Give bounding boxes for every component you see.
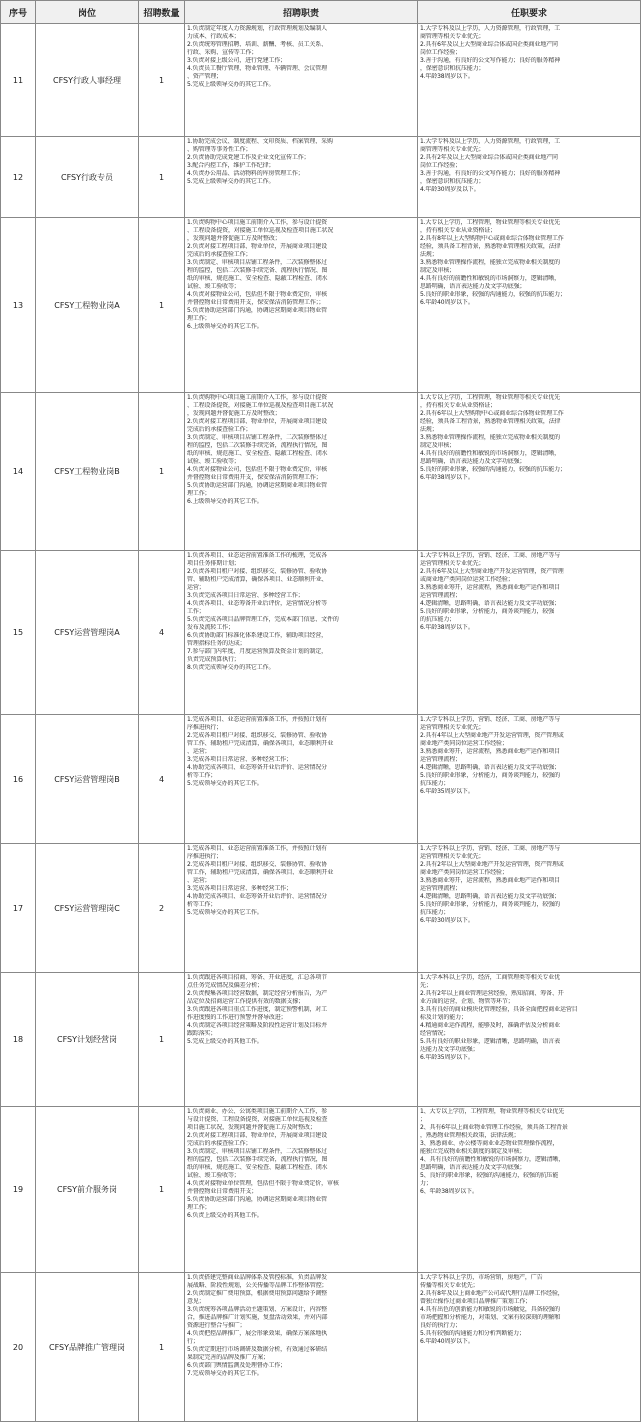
requirement-line: 运营管理流程； <box>420 592 461 599</box>
requirement-line: 3.熟悉商业筹开，运营流程，熟悉商业地产运作和项目 <box>420 748 560 755</box>
requirement-line: 1.大专以上学历，工程管理，物业管理等相关专业优先 <box>420 219 560 226</box>
requirement-line: 2.具有6年及以上大型商业综合体或国企类商业地产同 <box>420 41 558 48</box>
duty-line: 合，推进品牌推广计划实施，复盘活动效果，并对内部 <box>187 1314 328 1321</box>
duty-line: 、工程设备提资，对接施工单位巡视及检查项目施工状况 <box>187 227 334 234</box>
duty-line: 纸的审核、规范施工、安全检查、隐蔽工程检查、闭水 <box>187 1164 328 1171</box>
duty-line: 行政、采购、宣传等工作； <box>187 49 258 56</box>
table-row <box>1 1107 641 1273</box>
duty-line: 2.负责各项目租户对接、组织移交、装修协管、验收协 <box>187 568 327 575</box>
duties-cell <box>185 715 418 844</box>
duty-line: 发布及流转工作； <box>187 624 234 631</box>
duty-line: 2.负责统筹管理招聘、培训、薪酬、考核、员工关系、 <box>187 41 327 48</box>
requirement-line: 2.具有2年以上大型商业地产开发运营管理，资产管理或 <box>420 861 564 868</box>
duty-line: 1.负责搭建完整商业品牌体系及管控标准，负责品牌发 <box>187 1274 327 1281</box>
requirements-cell <box>418 715 641 844</box>
requirement-line: 6.年龄38周岁以下。 <box>420 624 474 631</box>
requirement-line: 1.大学专科及以上学历，人力资源管理，行政管理，工 <box>420 25 560 32</box>
table-row <box>1 715 641 844</box>
duty-line: 理工作； <box>187 1204 211 1211</box>
requirement-line: 2.具有2年以上商业管理运营经验，熟知招商、筹备、开 <box>420 990 564 997</box>
duty-line: 5.负责协助运营部门沟通，协调运营期商业项目物业管 <box>187 307 327 314</box>
duty-line: 2.完成各项目租户对接、组织移交、装修协管、验收协 <box>187 861 327 868</box>
requirement-line: 3.熟悉商业筹开，运营流程，熟悉商业地产运作和项目 <box>420 584 560 591</box>
headcount: 1 <box>139 218 185 393</box>
requirement-line: 2.具有2年及以上大型商业综合体或国企类商业地产同 <box>420 154 558 161</box>
duty-line: 、购管理等事务性工作； <box>187 146 252 153</box>
table-body <box>1 24 641 1422</box>
requirement-line: 标及计划的能力； <box>420 1014 467 1021</box>
requirement-line: 商业地产类同岗位运营工作经验； <box>420 740 508 747</box>
requirement-line: 1.大专以上学历，工程管理，物业管理等相关专业优先 <box>420 394 560 401</box>
row-number: 15 <box>1 551 36 715</box>
requirement-line: 4.具有良好的前瞻性和敏锐的市场洞察力，逻辑清晰， <box>420 450 560 457</box>
requirement-line: 力； <box>420 1180 432 1187</box>
duty-line: 5.完成领导交办的其它工作。 <box>187 909 263 916</box>
duty-line: 析等工作； <box>187 772 217 779</box>
duty-line: 序推进执行； <box>187 724 223 731</box>
requirement-line: ，持有相关专业从业资格证； <box>420 227 497 234</box>
position-title: CFSY行政人事经理 <box>36 24 139 137</box>
table-row <box>1 393 641 551</box>
duty-line: 2.负责对接工程项目部、物业单位，开展商业项目建设 <box>187 418 327 425</box>
requirement-line: 达能力及文字功底强； <box>420 1046 479 1053</box>
duties-cell <box>185 393 418 551</box>
duty-line: 1.完成各项目、业态运营前置准备工作，并按照计划有 <box>187 716 327 723</box>
requirement-line: 6.年龄30周岁以下。 <box>420 917 474 924</box>
requirement-line: 6.年龄38周岁以下。 <box>420 474 474 481</box>
requirement-line: 运营管理相关专业优先； <box>420 853 485 860</box>
duty-line: 管工作、辅助租户完成清算，确保各项目，业态顺利开业 <box>187 740 334 747</box>
duty-line: 3.负责统筹各项品牌活动主题策划、方案设计，内容整 <box>187 1306 327 1313</box>
requirement-line: ，持有相关专业从业资格证； <box>420 402 497 409</box>
requirement-line: 传播等相关专业优先； <box>420 1282 479 1289</box>
header-duties: 招聘职责 <box>185 1 418 24</box>
table-row <box>1 137 641 218</box>
header-count: 招聘数量 <box>139 1 185 24</box>
requirements-cell <box>418 24 641 137</box>
duty-line: 管理指标任务的达成； <box>187 640 246 647</box>
requirement-line: 法规； <box>420 426 438 433</box>
duty-line: 5.负责协助运营部门沟通，协调运营期商业项目物业管 <box>187 1196 327 1203</box>
headcount: 1 <box>139 393 185 551</box>
requirement-line: 1.大学专科以上学历，营销、经济、工商、房地产等与 <box>420 845 560 852</box>
duties-cell <box>185 137 418 218</box>
table-row <box>1 218 641 393</box>
requirement-line: 3.熟悉物业管理操作流程，能独立完成物业相关制度的 <box>420 259 560 266</box>
requirement-line: 4.年龄38周岁以下。 <box>420 73 474 80</box>
duty-line: 4.负责对接物业单位管理，包括但不限于物业费定价，审核 <box>187 1180 339 1187</box>
headcount: 2 <box>139 844 185 973</box>
requirement-line: 抗压能力； <box>420 780 450 787</box>
header-no: 序号 <box>1 1 36 24</box>
row-number: 19 <box>1 1107 36 1273</box>
requirements-cell <box>418 137 641 218</box>
position-title: CFSY运营管理岗A <box>36 551 139 715</box>
duty-line: 与设计提资、工程设备提资，对接施工单位巡视及检查 <box>187 1116 328 1123</box>
requirement-line: 5.具有较强的沟通能力和分析判断能力； <box>420 1330 525 1337</box>
row-number: 16 <box>1 715 36 844</box>
duty-line: 点任务完成情况及偏差分析； <box>187 982 264 989</box>
duty-line: 理工作； <box>187 315 211 322</box>
duty-line: 6.负责部门舆情监测及处理督办工作； <box>187 1362 287 1369</box>
duty-line: 程的监控，包括二次装修手续完备、流程执行情况、图 <box>187 267 328 274</box>
requirement-line: 2.具有4年以上大型商业地产开发运营管理，资产管理或 <box>420 732 564 739</box>
requirement-line: 运营管理流程； <box>420 756 461 763</box>
duty-line: 1.负责商业、办公、公寓类项目施工前期介入工作，参 <box>187 1108 327 1115</box>
table-row <box>1 24 641 137</box>
duties-cell <box>185 1107 418 1273</box>
duty-line: 程的监控，包括二次装修手续完备，流程执行情况，图 <box>187 442 328 449</box>
duty-line: 、运营； <box>187 748 211 755</box>
duties-cell <box>185 844 418 973</box>
requirement-line: 制定及审核； <box>420 267 456 274</box>
duty-line: 6.上级领导交办的其它工作。 <box>187 323 263 330</box>
requirement-line: 商业地产类同岗位运营工作经验； <box>420 869 508 876</box>
requirement-line: 4.逻辑清晰，思路明确，语言表达能力及文字功底强； <box>420 893 560 900</box>
requirement-line: 6.年龄35周岁以下。 <box>420 788 474 795</box>
duty-line: 3.完成各项目日常运营、多种经营工作； <box>187 885 292 892</box>
requirement-line: 抗压能力； <box>420 909 450 916</box>
duty-line: 试验、竣工验收等； <box>187 283 240 290</box>
requirement-line: 2、具有6年以上商业物业管理工作经验，须具备工程背景 <box>420 1124 568 1131</box>
requirement-line: 5.良好的职业形象，分析能力，商务谈判能力，较强的 <box>420 901 560 908</box>
requirement-line: 经验，须具备工程背景，熟悉物业管理相关政策，法律 <box>420 243 561 250</box>
position-title: CFSY品牌推广管理岗 <box>36 1273 139 1422</box>
duty-line: 2.负责对接工程项目部、物业单位，开展商业项目建设 <box>187 1132 327 1139</box>
row-number: 12 <box>1 137 36 218</box>
duty-line: 纸的审核、规范施工、安全检查、隐蔽工程检查、闭水 <box>187 450 328 457</box>
duty-line: 4.负责各项目、业态筹备开业后评价，运营情况分析等 <box>187 600 327 607</box>
requirement-line: 1.大学本科以上学历，经济，工商管理类等相关专业优 <box>420 974 560 981</box>
requirement-line: ； <box>420 1116 426 1123</box>
duty-line: 5.完成上级交办的其他工作。 <box>187 1038 263 1045</box>
duties-cell <box>185 24 418 137</box>
requirement-line: 经验，须具备工程背景，熟悉物业管理相关政策，法律 <box>420 418 561 425</box>
duties-cell <box>185 551 418 715</box>
position-title: CFSY计划经营岗 <box>36 973 139 1107</box>
duty-line: 1.负责购物中心项目施工前期介入工作，参与设计提资 <box>187 219 327 226</box>
requirement-line: 3.熟悉物业管理操作流程，能独立完成物业相关制度的 <box>420 434 560 441</box>
requirement-line: 或商业地产类同岗位运营工作经验； <box>420 576 514 583</box>
requirement-line: 3、熟悉商业、办公楼等商业业态物业管理操作流程， <box>420 1140 559 1147</box>
duty-line: 4.协助完成各项目、业态筹备开业后评价、运营情况分 <box>187 893 327 900</box>
duty-line: 纸的审核、规范施工、安全检查、隐蔽工程检查、闭水 <box>187 275 328 282</box>
duty-line: 并督控物业日常费用开支，保安保洁消防管理工作； <box>187 474 322 481</box>
duty-line: 、运营； <box>187 877 211 884</box>
requirement-line: 4、具有良好的前瞻性和敏锐的市场洞察力，逻辑清晰， <box>420 1156 565 1163</box>
position-title: CFSY行政专员 <box>36 137 139 218</box>
headcount: 1 <box>139 1107 185 1273</box>
headcount: 1 <box>139 973 185 1107</box>
requirement-line: 3.善于沟通，有良好的公文写作能力；良好的服务精神 <box>420 170 560 177</box>
duty-line: 3.负责完成各项目日常运营、多种经营工作； <box>187 592 304 599</box>
duty-line: 3.负责制定、审核项目店铺工程条件，二次装修整体过 <box>187 259 327 266</box>
duty-line: 品定位及招商运营工作提供有效的数据支撑； <box>187 998 305 1005</box>
duty-line: 6.负责协助部门标准化体系建设工作，辅助项目经营， <box>187 632 327 639</box>
requirement-line: 制定及审核； <box>420 442 456 449</box>
requirement-line: 先； <box>420 982 432 989</box>
requirement-line: 5.良好的职业形象，分析能力，商务谈判能力，较强的 <box>420 772 560 779</box>
row-number: 13 <box>1 218 36 393</box>
requirement-line: 思路明确，语言表达能力及文字功底强； <box>420 1164 526 1171</box>
duty-line: 试验、竣工验收等； <box>187 458 240 465</box>
requirement-line: 思路明确，语言表达能力及文字功底强； <box>420 283 526 290</box>
duty-line: 意见； <box>187 1298 205 1305</box>
requirement-line: ，熟悉物业管理相关政策，法律法规； <box>420 1132 520 1139</box>
duty-line: 力成本、行政成本； <box>187 33 240 40</box>
requirement-line: 1.大学专科以上学历，营销、经济、工商、房地产等与 <box>420 552 560 559</box>
duty-line: ，发现问题并督促施工方及时整改； <box>187 410 281 417</box>
requirements-cell <box>418 218 641 393</box>
requirement-line: 良好的执行力； <box>420 1322 461 1329</box>
duty-line: 4.负责把控品牌推广，展会形象效果，确保方案落地执 <box>187 1330 327 1337</box>
row-number: 18 <box>1 973 36 1107</box>
position-title: CFSY运营管理岗B <box>36 715 139 844</box>
requirement-line: 运营管理流程； <box>420 885 461 892</box>
headcount: 4 <box>139 715 185 844</box>
requirement-line: 1.大学专科以上学历，营销、经济、工商、房地产等与 <box>420 716 560 723</box>
headcount: 1 <box>139 1273 185 1422</box>
table-row <box>1 551 641 715</box>
requirement-line: 能独立完成物业相关制度的制定及审核； <box>420 1148 526 1155</box>
requirement-line: 6.年龄35周岁以下。 <box>420 1054 474 1061</box>
duty-line: 完成后的承接查验工作； <box>187 251 252 258</box>
requirement-line: 4.逻辑清晰，思路明确，语言表达能力及文字功底强； <box>420 764 560 771</box>
table-row <box>1 1273 641 1422</box>
requirement-line: 5、良好的职业形象，较强的沟通能力，较强的抗压能 <box>420 1172 559 1179</box>
requirement-line: 2.具有6年及以上大型商业地产开发运营管理，资产管理 <box>420 568 564 575</box>
requirement-line: 6.年龄40周岁以下。 <box>420 299 474 306</box>
requirement-line: 5.良好的职业形象，分析能力，商务谈判能力，较强 <box>420 608 555 615</box>
duty-line: 2.负责搜集各项目经营数据，制定经营分析报告，为产 <box>187 990 327 997</box>
duty-line: 7.完成领导交办的其它工作。 <box>187 1370 263 1377</box>
requirement-line: 3.善于沟通，有良好的公文写作能力；良好的服务精神 <box>420 57 560 64</box>
requirement-line: 市场把握和分析能力，对策划、文案有较深刻的理解和 <box>420 1314 561 1321</box>
headcount: 1 <box>139 137 185 218</box>
header-row <box>1 1 641 24</box>
duty-line: 1.负责跟进各项目招商、筹备、开业进度，汇总各项节 <box>187 974 327 981</box>
requirements-cell <box>418 1273 641 1422</box>
requirement-line: 3.具有良好的商业模块化管理经验，具备全面把控商业运营目 <box>420 1006 578 1013</box>
requirement-line: 商管理等相关专业优先； <box>420 146 485 153</box>
duty-line: 试验、竣工验收等； <box>187 1172 240 1179</box>
duty-line: 5.完成上级领导交办的其它工作。 <box>187 178 275 185</box>
duty-line: 序推进执行； <box>187 853 223 860</box>
duty-line: 1.负责制定年度人力资源规划，行政管理规划及编制人 <box>187 25 327 32</box>
requirement-line: 运营管理相关专业优先； <box>420 724 485 731</box>
duty-line: 4.负责制定各项目经营策略及阶段性运营计划及目标并 <box>187 1022 327 1029</box>
duty-line: 4.协助完成各项目、业态筹备开业后评价、运营情况分 <box>187 764 327 771</box>
requirement-line: 4.精通商业运作流程，能够及时，准确评估及分析商业 <box>420 1022 560 1029</box>
requirement-line: 1.大学专科及以上学历，人力资源管理，行政管理，工 <box>420 138 560 145</box>
requirement-line: 1.大学专科以上学历，市场营销，房地产，广告 <box>420 1274 543 1281</box>
duty-line: 、资产管理； <box>187 73 223 80</box>
row-number: 20 <box>1 1273 36 1422</box>
duty-line: 3.负责对接上级公司，进行党建工作； <box>187 57 287 64</box>
duty-line: 2.负责协助完成党建工作及企业文化宣传工作； <box>187 154 310 161</box>
requirement-line: 岗位工作经验； <box>420 49 461 56</box>
duties-cell <box>185 973 418 1107</box>
position-title: CFSY前介服务岗 <box>36 1107 139 1273</box>
duty-line: 4.负责对接物业公司，包括但不限于物业费定价，审核 <box>187 291 327 298</box>
duty-line: 4.负责办公用品、活动物料的库房管理工作； <box>187 170 304 177</box>
duty-line: 5.负责完成各项目品牌管理工作，完成本部门信息、文件的 <box>187 616 339 623</box>
duty-line: 3.负责制定、审核项目店铺工程条件，二次装修整体过 <box>187 434 327 441</box>
requirement-line: 的抗压能力； <box>420 616 456 623</box>
duty-line: 7.参与部门内年度、月度运营预算及资金计划的制定， <box>187 648 327 655</box>
duty-line: 跟踪落实； <box>187 1030 217 1037</box>
duty-line: 1.负责购物中心项目施工前期介入工作，参与设计提资 <box>187 394 327 401</box>
duty-line: 完成后的承接查验工作； <box>187 1140 252 1147</box>
requirements-cell <box>418 844 641 973</box>
duty-line: 6.负责上级交办的其他工作。 <box>187 1212 263 1219</box>
requirement-line: 2.具有8年及以上商业地产公司或代理行品牌工作经验， <box>420 1290 564 1297</box>
headcount: 4 <box>139 551 185 715</box>
row-number: 14 <box>1 393 36 551</box>
duty-line: 5.负责定期进行市场调研及数据分析，有效通过客研结 <box>187 1346 327 1353</box>
duty-line: 工作； <box>187 608 205 615</box>
duty-line: 2.负责制定推广费用预算，根据费用预算问题给予调整 <box>187 1290 327 1297</box>
requirement-line: 岗位工作经验； <box>420 162 461 169</box>
duty-line: 1.协助完成会议、制度流程、文印资质、档案管理、采购 <box>187 138 333 145</box>
requirement-line: ，保密意识和抗压能力； <box>420 178 485 185</box>
requirement-line: 6.年龄40周岁以下。 <box>420 1338 474 1345</box>
duty-line: 运营； <box>187 584 205 591</box>
table-row <box>1 973 641 1107</box>
duty-line: 果制定完善的品牌及推广方案； <box>187 1354 269 1361</box>
headcount: 1 <box>139 24 185 137</box>
requirement-line: 运营管理相关专业优先； <box>420 560 485 567</box>
row-number: 17 <box>1 844 36 973</box>
duty-line: 1.负责各项目、业态运营前置准备工作的梳理，完成各 <box>187 552 327 559</box>
row-number: 11 <box>1 24 36 137</box>
duty-line: 并督控物业日常费用开支； <box>187 1188 258 1195</box>
requirements-cell <box>418 551 641 715</box>
duty-line: 3.完成各项目日常运营、多种经营工作； <box>187 756 292 763</box>
duty-line: 2.完成各项目租户对接、组织移交、装修协管、验收协 <box>187 732 327 739</box>
requirement-line: 4.具有出色的创新能力和敏锐的市场触觉，具备较强的 <box>420 1306 560 1313</box>
requirement-line: 法规； <box>420 251 438 258</box>
duty-line: 行； <box>187 1338 199 1345</box>
duty-line: 程的监控，包括二次装修手续完备，流程执行情况，图 <box>187 1156 328 1163</box>
duty-line: 完成后的承接查验工作； <box>187 426 252 433</box>
requirement-line: ，保密意识和抗压能力； <box>420 65 485 72</box>
duty-line: 管工作，辅助租户完成清算，确保各项目、业态顺利开业 <box>187 869 334 876</box>
requirement-line: 4.具有良好的前瞻性和敏锐的市场洞察力，逻辑清晰， <box>420 275 560 282</box>
duty-line: 析等工作； <box>187 901 217 908</box>
duty-line: 理工作； <box>187 490 211 497</box>
duty-line: 2.负责对接工程项目部、物业单位，开展商业项目建设 <box>187 243 327 250</box>
table-row <box>1 844 641 973</box>
requirements-cell <box>418 393 641 551</box>
duty-line: 4.负责员工餐厅管理、物业管理、车辆管理、会议管理 <box>187 65 327 72</box>
requirement-line: 曾独立操作过商业项目品牌推广策划工作； <box>420 1298 532 1305</box>
duty-line: 并督控物业日常费用开支，保安保洁消防管理工作；； <box>187 299 325 306</box>
requirements-cell <box>418 973 641 1107</box>
duty-line: 8.负责完成领导交办的其它工作。 <box>187 664 275 671</box>
requirement-line: 5.良好的职业形象，较强的沟通能力，较强的抗压能力； <box>420 291 566 298</box>
requirement-line: 4.逻辑清晰，思路明确，语言表达能力及文字功底强； <box>420 600 560 607</box>
requirement-line: 3.熟悉商业筹开，运营流程，熟悉商业地产运作和项目 <box>420 877 560 884</box>
duty-line: 项目任务排期计划； <box>187 560 240 567</box>
duty-line: 6.上级领导交办的其它工作。 <box>187 498 263 505</box>
duty-line: 5.完成上级领导交办的其它工作。 <box>187 81 275 88</box>
requirement-line: 思路明确，语言表达能力及文字功底强； <box>420 458 526 465</box>
requirement-line: 业方面的运营，企划、物管等环节； <box>420 998 514 1005</box>
requirement-line: 4.年龄30周岁及以下。 <box>420 186 480 193</box>
requirement-line: 5.具有良好的职业形象，逻辑清晰，思路明确，语言表 <box>420 1038 560 1045</box>
requirement-line: 5.良好的职业形象，较强的沟通能力，较强的抗压能力； <box>420 466 566 473</box>
duty-line: 1.完成各项目、业态运营前置准备工作，并按照计划有 <box>187 845 327 852</box>
requirement-line: 1、大专以上学历，工程管理，物业管理等相关专业优先 <box>420 1108 565 1115</box>
duty-line: 5.负责协助运营部门沟通，协调运营期商业项目物业管 <box>187 482 327 489</box>
duty-line: 项目施工状况，发现问题并督促施工方及时整改； <box>187 1124 316 1131</box>
position-title: CFSY运营管理岗C <box>36 844 139 973</box>
duties-cell <box>185 1273 418 1422</box>
duty-line: 3.负责制定、审核项目店铺工程条件，二次装修整体过 <box>187 1148 327 1155</box>
duty-line: 资源进行整合与推广； <box>187 1322 246 1329</box>
duties-cell <box>185 218 418 393</box>
position-title: CFSY工程物业岗A <box>36 218 139 393</box>
header-requirements: 任职要求 <box>418 1 641 24</box>
duty-line: 管、辅助租户完成清算，确保各项目、业态顺利开业、 <box>187 576 328 583</box>
requirement-line: 6、年龄38周岁以下。 <box>420 1188 478 1195</box>
position-title: CFSY工程物业岗B <box>36 393 139 551</box>
header-position: 岗位 <box>36 1 139 24</box>
requirements-cell <box>418 1107 641 1273</box>
duty-line: 3.负责跟进各项目重点工作进度，制定预警机制，对工 <box>187 1006 327 1013</box>
duty-line: 5.完成领导交办的其它工作。 <box>187 780 263 787</box>
requirement-line: 商管理等相关专业优先； <box>420 33 485 40</box>
duty-line: 4.负责对接物业公司，包括但不限于物业费定价，审核 <box>187 466 327 473</box>
requirement-line: 2.具有6年以上大型购物中心或商业综合体物业管理工作 <box>420 410 564 417</box>
requirement-line: 经营情况； <box>420 1030 450 1037</box>
duty-line: 3.配合内控工作，维护工作纪律； <box>187 162 275 169</box>
duty-line: 展战略、阶段性规划，公关传播等品牌工作整体管控； <box>187 1282 328 1289</box>
duty-line: 负责完成预算执行； <box>187 656 240 663</box>
requirement-line: 2.具有8年以上大型购物中心或商业综合体物业管理工作 <box>420 235 564 242</box>
duty-line: 作进度慢的工作进行预警并督导改进； <box>187 1014 287 1021</box>
duty-line: ，发现问题并督促施工方及时整改； <box>187 235 281 242</box>
duty-line: 、工程设备提资，对接施工单位巡视及检查项目施工状况 <box>187 402 334 409</box>
